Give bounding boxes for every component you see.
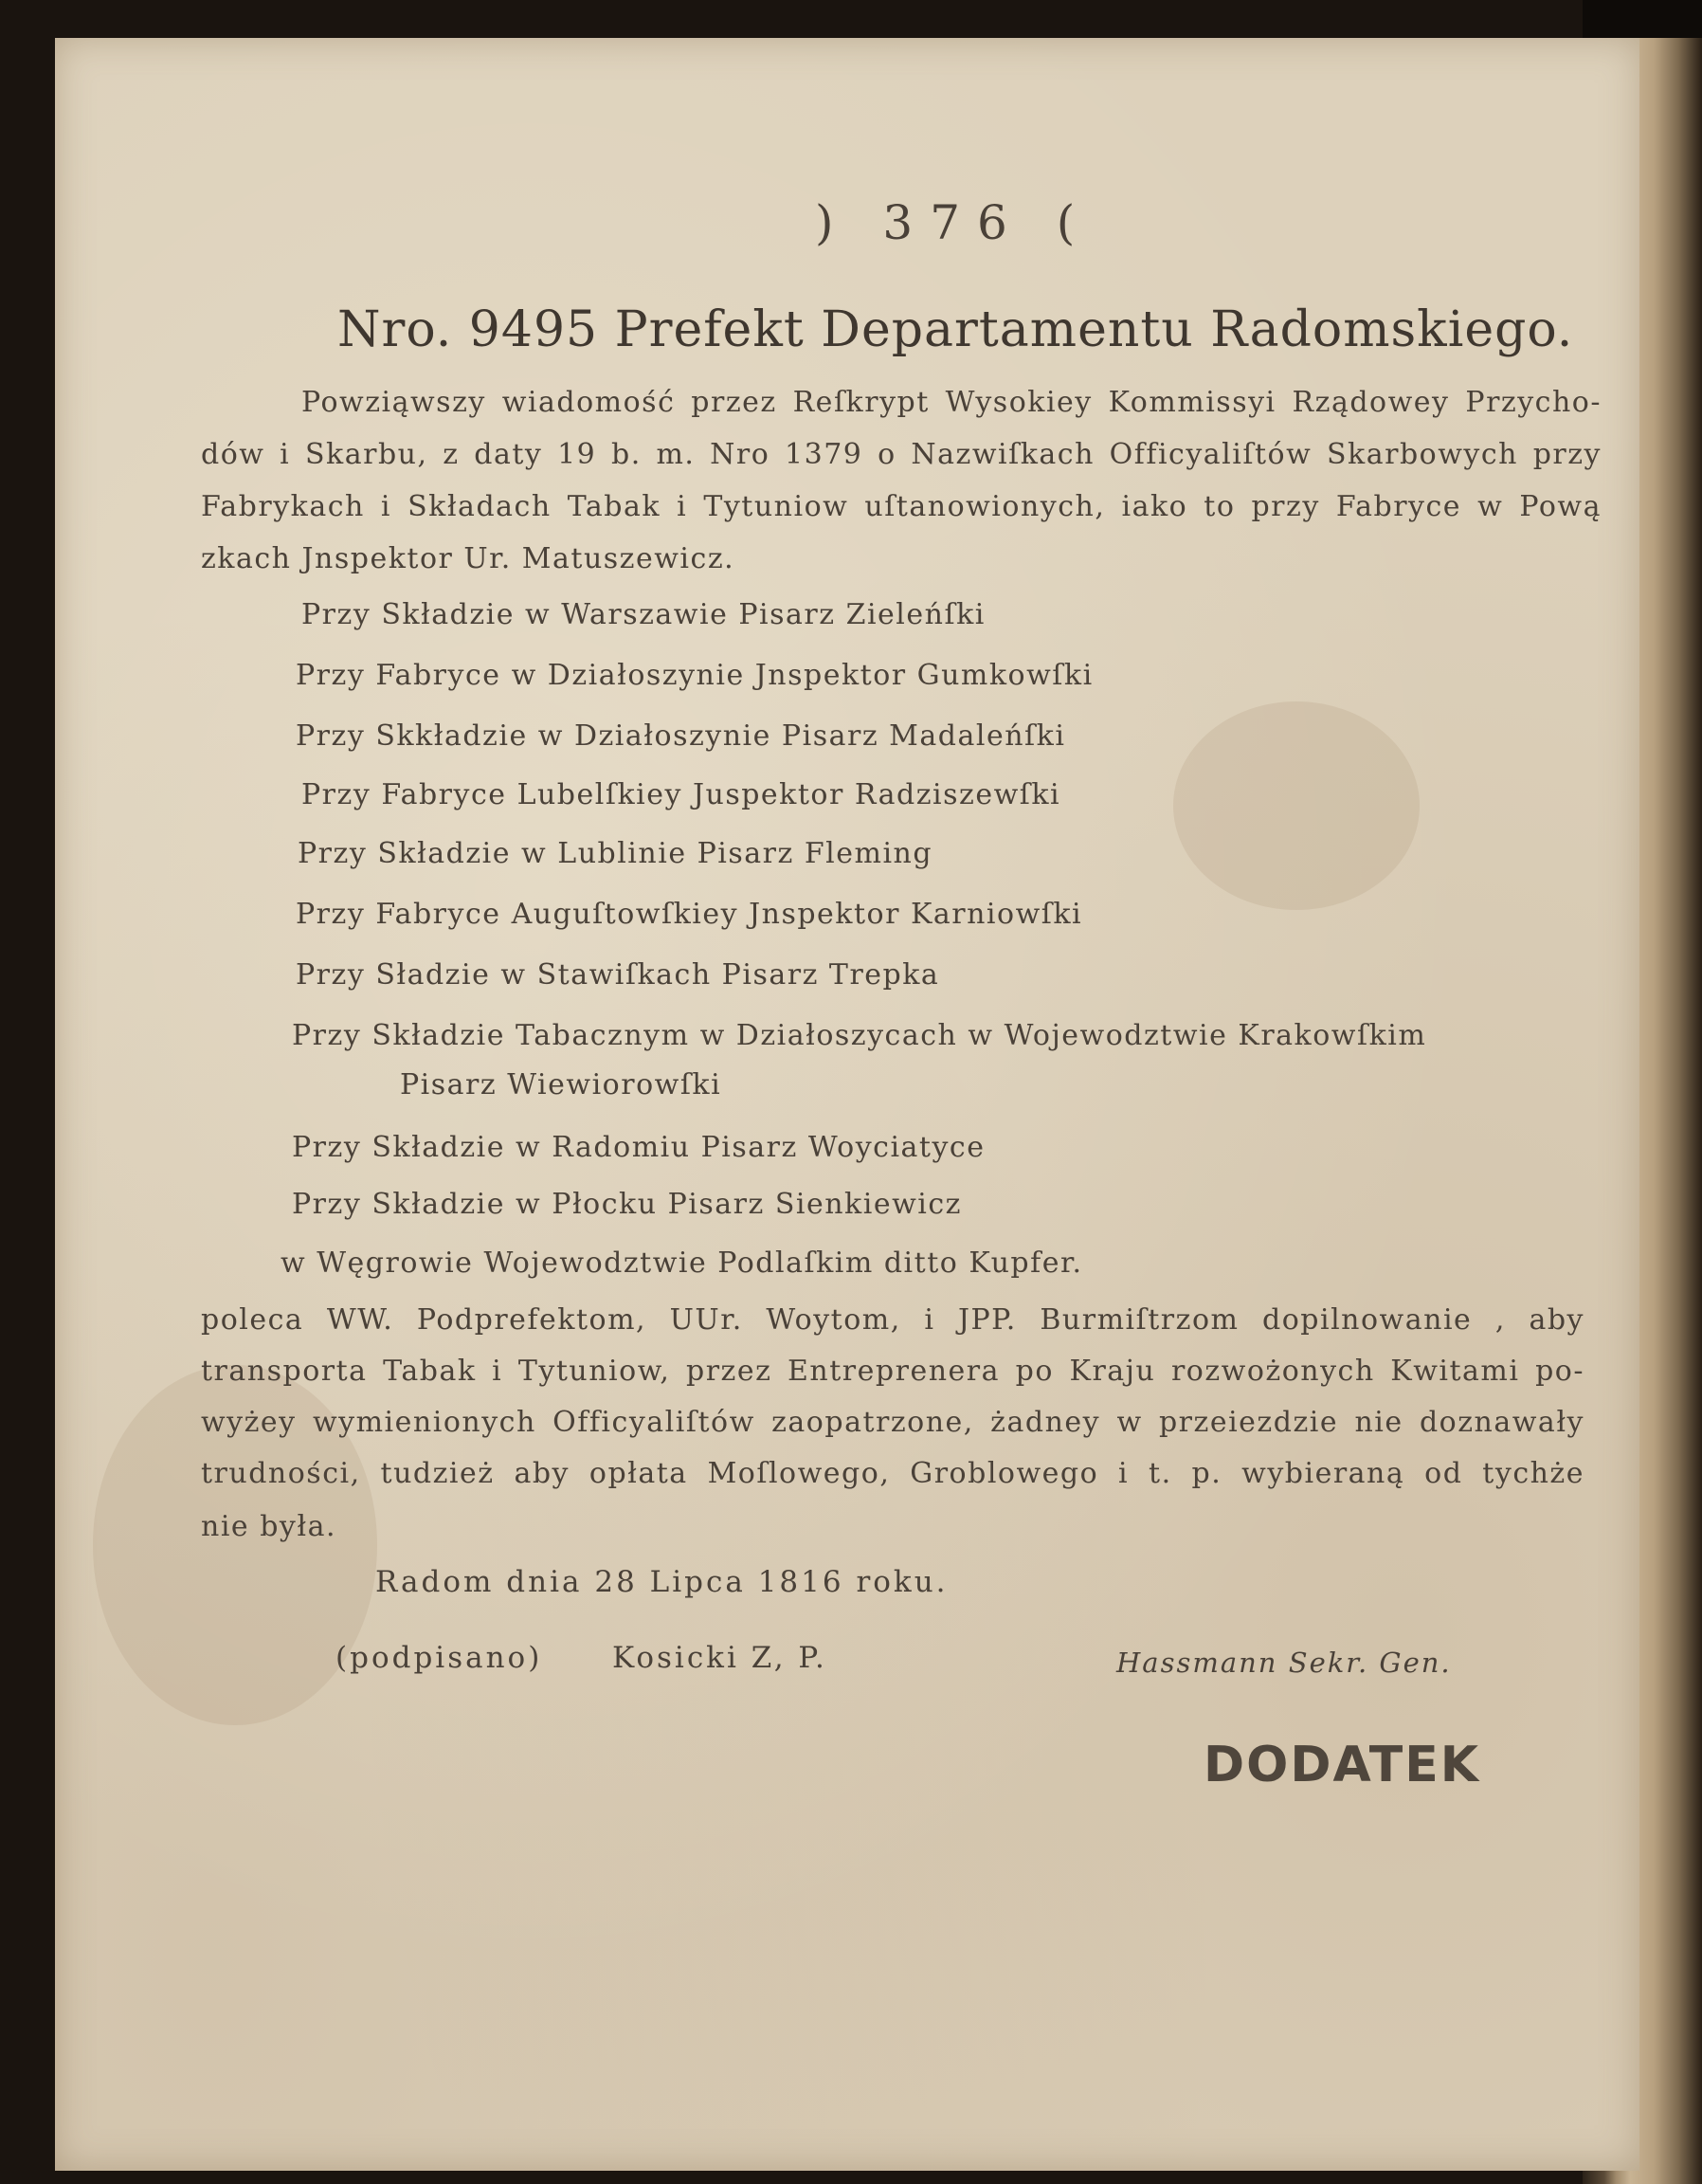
background-top (1583, 0, 1702, 38)
intro-line: dów i Skarbu, z daty 19 b. m. Nro 1379 o Nazwiſkach Officyaliſtów Skarbowych przy (201, 438, 1602, 471)
signature-label: (podpisano) (335, 1641, 543, 1675)
closing-line: trudności, tudzież aby opłata Moſlowego, Groblowego i t. p. wybieraną od tychże (201, 1457, 1584, 1490)
list-item: Przy Składzie w Radomiu Pisarz Woyciatyce (292, 1131, 986, 1164)
intro-line: Fabrykach i Składach Tabak i Tytuniow uſtanowionych, iako to przy Fabryce w Pową (201, 490, 1602, 523)
list-item: Przy Skkładzie w Działoszynie Pisarz Madaleńſki (296, 719, 1066, 753)
list-item: Przy Fabryce Lubelſkiey Juspektor Radziszewſki (301, 778, 1061, 811)
closing-line: wyżey wymienionych Officyaliſtów zaopatrzone, żadney w przeiezdzie nie doznawały (201, 1406, 1584, 1439)
date-line: Radom dnia 28 Lipca 1816 roku. (375, 1565, 949, 1599)
intro-line: Powziąwszy wiadomość przez Reſkrypt Wysokiey Kommissyi Rządowey Przycho- (301, 386, 1602, 419)
signature-secretary: Hassmann Sekr. Gen. (1116, 1647, 1452, 1679)
list-item: Przy Sładzie w Stawiſkach Pisarz Trepka (296, 958, 940, 992)
page-title: Nro. 9495 Prefekt Departamentu Radomskiego. (337, 301, 1574, 358)
closing-line: poleca WW. Podprefektom, UUr. Woytom, i JPP. Burmiſtrzom dopilnowanie , aby (201, 1303, 1584, 1337)
page-number: ) 376 ( (815, 195, 1093, 250)
closing-line: transporta Tabak i Tytuniow, przez Entreprenera po Kraju rozwożonych Kwitami po- (201, 1355, 1584, 1388)
appendix-heading: DODATEK (1204, 1737, 1481, 1793)
intro-line: zkach Jnspektor Ur. Matuszewicz. (201, 542, 735, 575)
list-item: Przy Składzie w Płocku Pisarz Sienkiewicz (292, 1188, 962, 1221)
list-item: w Węgrowie Wojewodztwie Podlaſkim ditto Kupfer. (281, 1247, 1083, 1280)
list-item: Pisarz Wiewiorowſki (400, 1068, 722, 1101)
list-item: Przy Fabryce Auguſtowſkiey Jnspektor Karniowſki (296, 898, 1083, 931)
list-item: Przy Fabryce w Działoszynie Jnspektor Gumkowſki (296, 659, 1094, 692)
list-item: Przy Składzie w Warszawie Pisarz Zieleńſki (301, 598, 986, 631)
signature-name: Kosicki Z, P. (612, 1641, 827, 1675)
paper-stain (1173, 701, 1420, 910)
closing-line: nie była. (201, 1510, 337, 1543)
list-item: Przy Składzie w Lublinie Pisarz Fleming (298, 837, 933, 870)
list-item: Przy Składzie Tabacznym w Działoszycach w Wojewodztwie Krakowſkim (292, 1019, 1427, 1052)
